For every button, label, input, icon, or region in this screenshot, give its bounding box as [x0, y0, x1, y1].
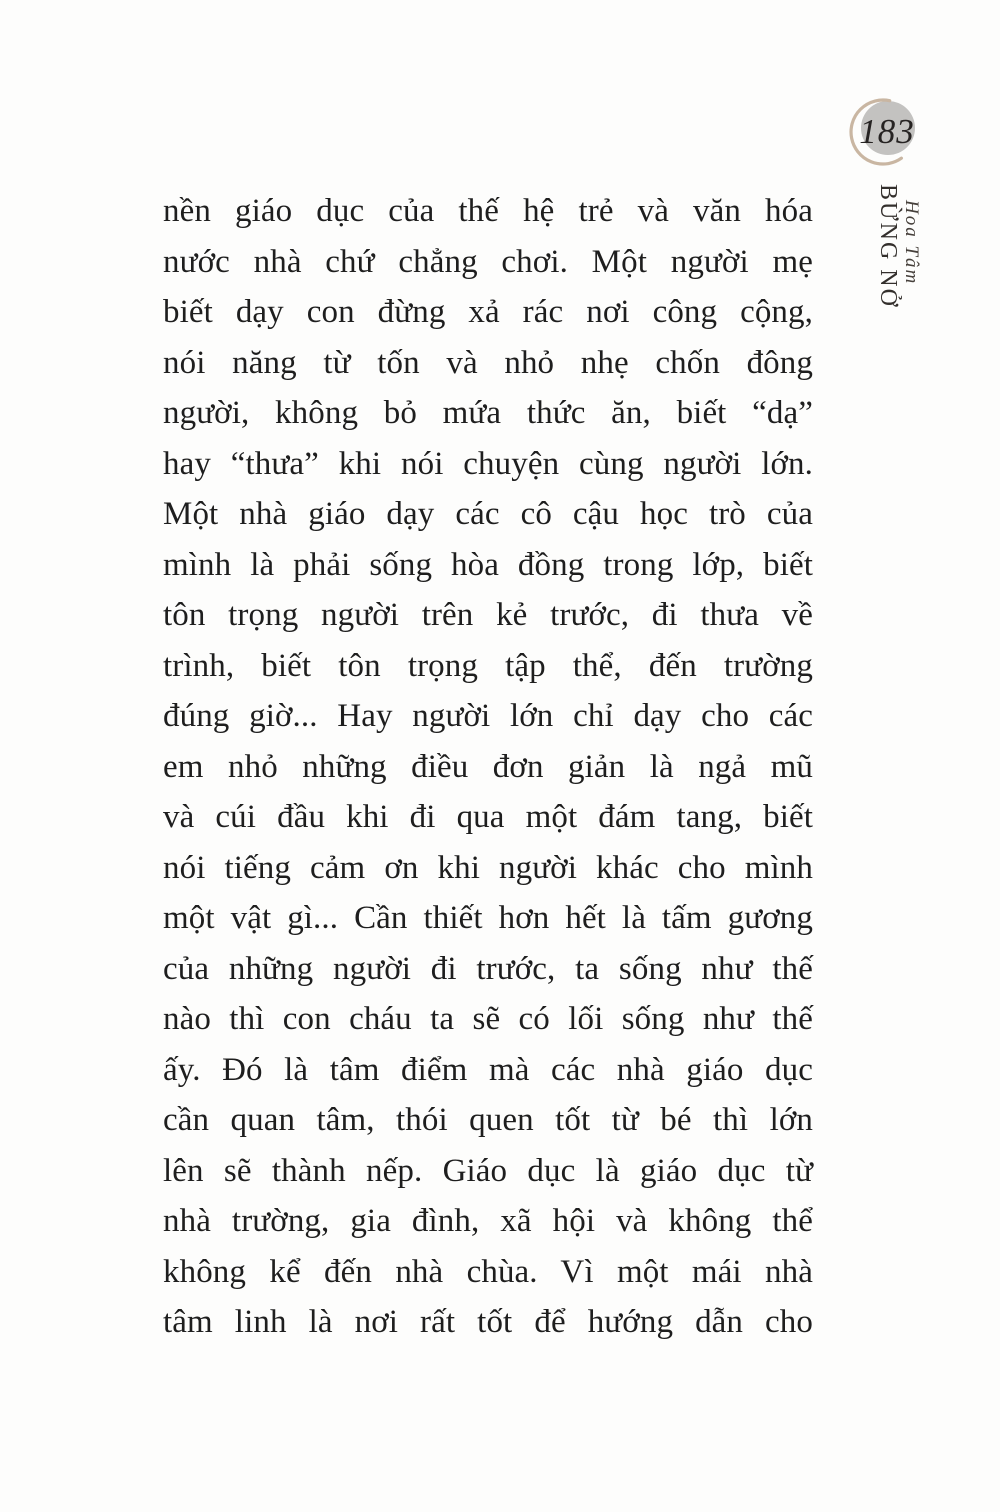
text-line: Một nhà giáo dạy các cô cậu học trò của — [163, 496, 813, 532]
text-line: em nhỏ những điều đơn giản là ngả mũ — [163, 748, 813, 785]
text-line: biết dạy con đừng xả rác nơi công cộng, — [163, 294, 813, 330]
book-title-caps: BỪNG NỞ — [875, 184, 901, 308]
text-line: người, không bỏ mứa thức ăn, biết “dạ” — [163, 395, 813, 431]
text-line: nền giáo dục của thế hệ trẻ và văn hóa — [163, 193, 813, 229]
text-line: hay “thưa” khi nói chuyện cùng người lớn. — [163, 445, 813, 482]
text-line: nhà trường, gia đình, xã hội và không thể — [163, 1203, 813, 1239]
text-line: nào thì con cháu ta sẽ có lối sống như thế — [163, 1001, 813, 1037]
text-line: một vật gì... Cần thiết hơn hết là tấm gương — [163, 900, 813, 936]
text-line: mình là phải sống hòa đồng trong lớp, biết — [163, 546, 813, 583]
text-line: ấy. Đó là tâm điểm mà các nhà giáo dục — [163, 1051, 813, 1088]
text-line: nói tiếng cảm ơn khi người khác cho mình — [163, 849, 813, 886]
book-title-vertical — [875, 168, 921, 318]
text-line: tôn trọng người trên kẻ trước, đi thưa về — [163, 597, 813, 633]
text-line: nước nhà chứ chẳng chơi. Một người mẹ — [163, 243, 813, 280]
text-line: cần quan tâm, thói quen tốt từ bé thì lớn — [163, 1102, 813, 1138]
text-line: không kể đến nhà chùa. Vì một mái nhà — [163, 1253, 813, 1290]
text-line: trình, biết tôn trọng tập thể, đến trường — [163, 647, 813, 684]
text-line: tâm linh là nơi rất tốt để hướng dẫn cho — [163, 1304, 813, 1340]
page-number: 183 — [859, 112, 915, 151]
page-text — [163, 186, 813, 1348]
text-line: và cúi đầu khi đi qua một đám tang, biết — [163, 799, 813, 835]
page-number-badge — [846, 88, 930, 180]
book-title-script: Hoa Tâm — [901, 200, 922, 286]
text-line: lên sẽ thành nếp. Giáo dục là giáo dục từ — [163, 1152, 813, 1189]
text-line: của những người đi trước, ta sống như thế — [163, 950, 813, 987]
text-line: nói năng từ tốn và nhỏ nhẹ chốn đông — [163, 344, 813, 381]
text-line: đúng giờ... Hay người lớn chỉ dạy cho các — [163, 698, 813, 734]
